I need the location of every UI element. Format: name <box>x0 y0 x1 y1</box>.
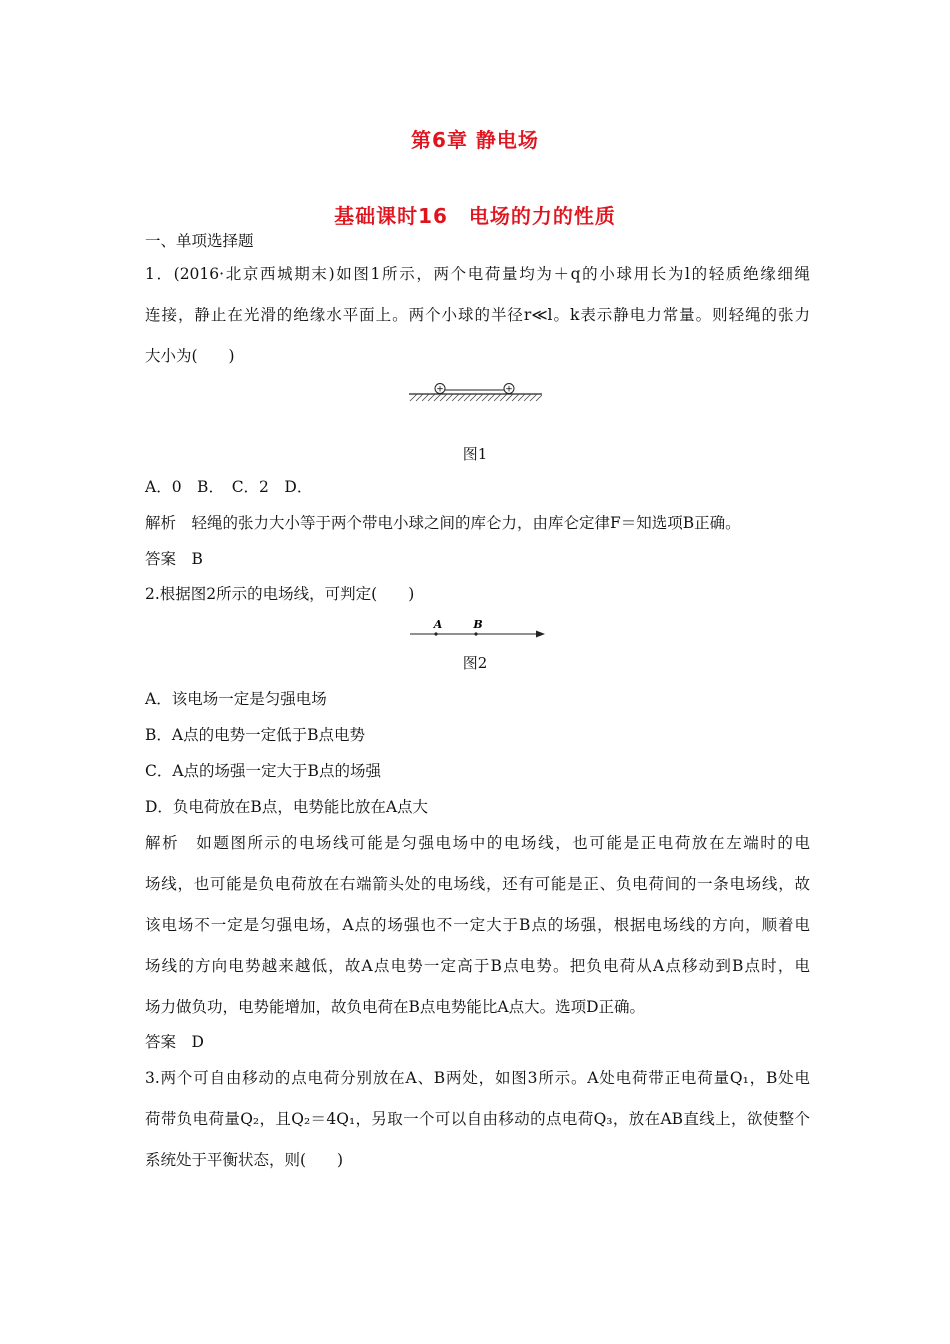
arrowhead-icon <box>536 631 545 638</box>
figure-1-caption: 图1 <box>462 445 488 463</box>
figure-2-diagram <box>408 618 548 640</box>
q2-option-b: B．A点的电势一定低于B点电势 <box>145 726 365 744</box>
q2-analysis-line-3: 该电场不一定是匀强电场，A点的场强也不一定大于B点的场强，根据电场线的方向，顺着电 <box>145 916 810 934</box>
q1-stem-line-2: 连接，静止在光滑的绝缘水平面上。两个小球的半径r≪l。k表示静电力常量。则轻绳的张力 <box>145 306 810 324</box>
charged-ball-left <box>435 384 445 395</box>
charged-ball-right <box>504 384 514 395</box>
q3-stem-line-1: 3.两个可自由移动的点电荷分别放在A、B两处，如图3所示。A处电荷带正电荷量Q₁，B处电 <box>145 1069 810 1087</box>
q2-analysis-line-2: 场线，也可能是负电荷放在右端箭头处的电场线，还有可能是正、负电荷间的一条电场线，故 <box>145 875 810 893</box>
lesson-title: 基础课时16 电场的力的性质 <box>334 204 616 228</box>
figure-1-diagram <box>406 382 546 408</box>
q2-stem: 2.根据图2所示的电场线，可判定( ) <box>145 585 415 603</box>
q1-stem-line-1: 1．(2016·北京西城期末)如图1所示，两个电荷量均为＋q的小球用长为l的轻质绝缘细绳 <box>145 265 810 283</box>
q3-stem-line-3: 系统处于平衡状态，则( ) <box>145 1151 344 1169</box>
figure-2-caption: 图2 <box>462 654 488 672</box>
point-a-label: A <box>433 618 443 631</box>
q1-options: A．0 B． C．2 D． <box>145 478 313 496</box>
q1-answer: 答案 B <box>145 550 203 568</box>
q2-analysis-line-1: 解析 如题图所示的电场线可能是匀强电场中的电场线，也可能是正电荷放在左端时的电 <box>145 834 810 852</box>
chapter-title: 第6章 静电场 <box>411 128 539 152</box>
q2-answer: 答案 D <box>145 1033 204 1051</box>
q2-option-c: C．A点的场强一定大于B点的场强 <box>145 762 381 780</box>
q2-option-a: A．该电场一定是匀强电场 <box>145 690 327 708</box>
point-b-dot <box>474 632 477 635</box>
q2-analysis-line-4: 场线的方向电势越来越低，故A点电势一定高于B点电势。把负电荷从A点移动到B点时，电 <box>145 957 810 975</box>
q1-stem-line-3: 大小为( ) <box>145 347 235 365</box>
q1-analysis: 解析 轻绳的张力大小等于两个带电小球之间的库仑力，由库仑定律F＝知选项B正确。 <box>145 514 741 532</box>
point-a-dot <box>434 632 437 635</box>
point-b-label: B <box>473 618 483 631</box>
svg-text:+: + <box>436 384 444 395</box>
q3-stem-line-2: 荷带负电荷量Q₂，且Q₂＝4Q₁，另取一个可以自由移动的点电荷Q₃，放在AB直线上，欲使整个 <box>145 1110 810 1128</box>
svg-text:+: + <box>505 384 513 395</box>
section-heading: 一、单项选择题 <box>145 232 254 250</box>
q2-option-d: D．负电荷放在B点，电势能比放在A点大 <box>145 798 429 816</box>
q2-analysis-line-5: 场力做负功，电势能增加，故负电荷在B点电势能比A点大。选项D正确。 <box>145 998 646 1016</box>
